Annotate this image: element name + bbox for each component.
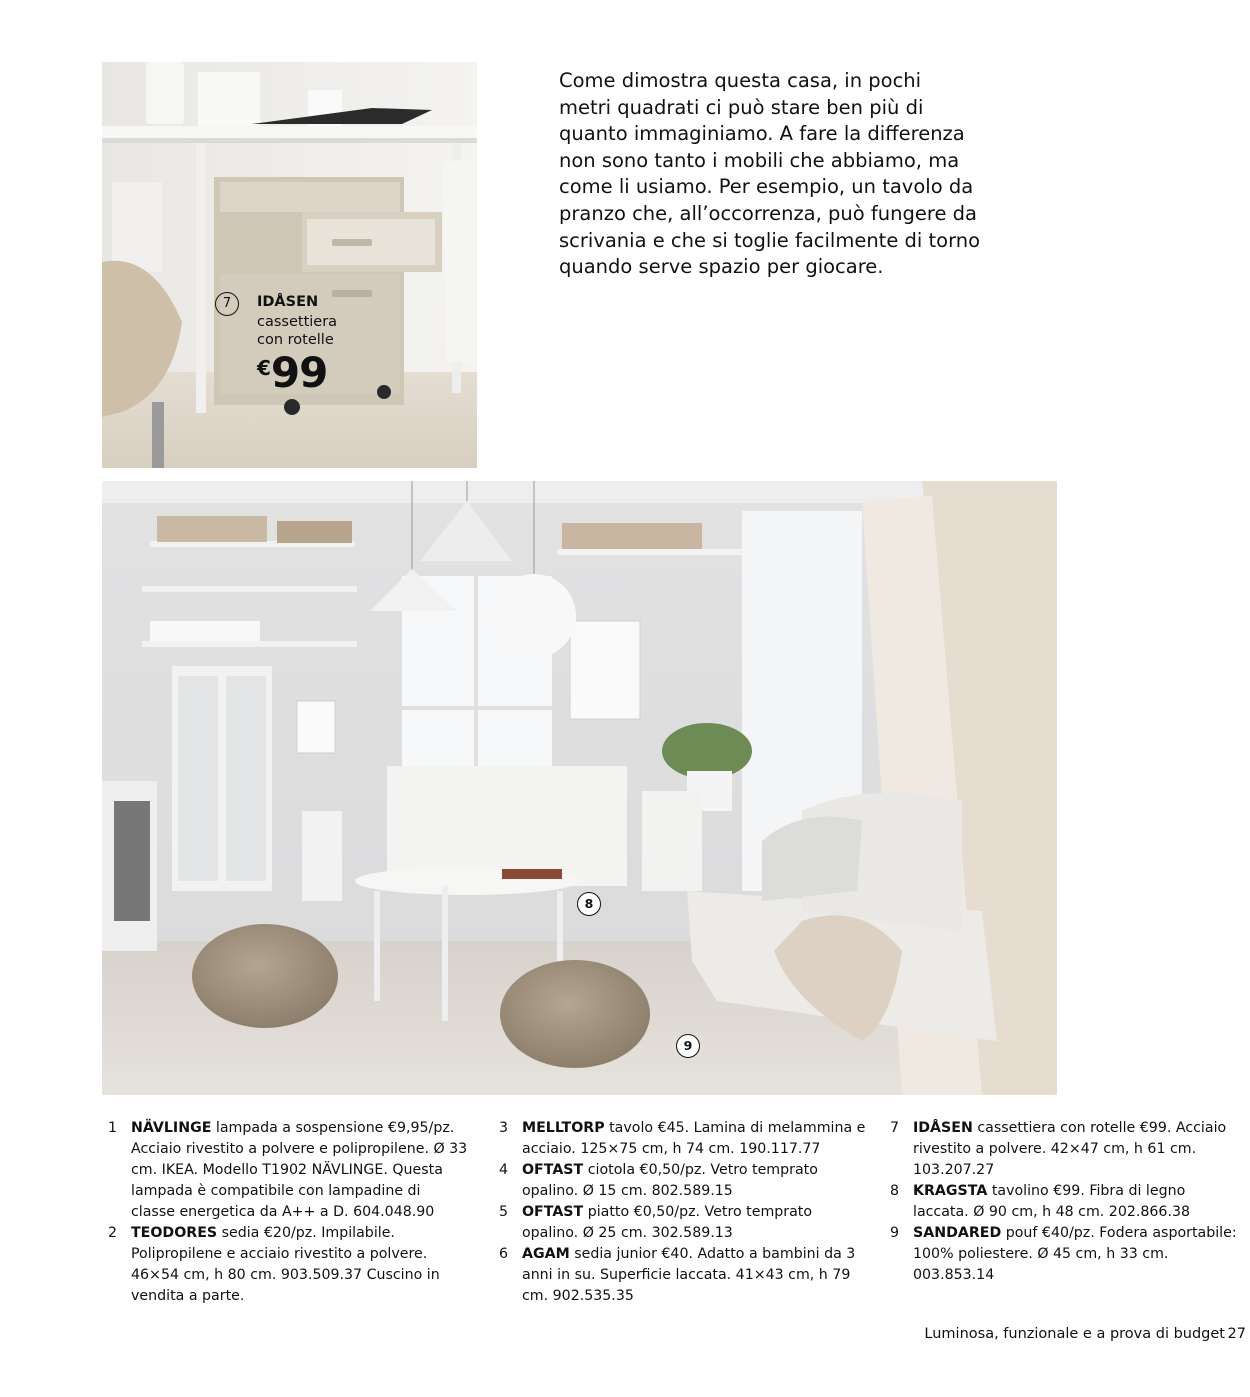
product-number-badge: 7 [215,292,239,316]
living-room-photo [102,481,1057,1095]
product-price [257,350,327,396]
intro-line: quando serve spazio per giocare. [559,255,884,279]
intro-line: quanto immaginiamo. A fare la differenza [559,122,965,146]
legend-product-name: OFTAST [522,1204,584,1220]
footer-section-title: Luminosa, funzionale e a prova di budget [924,1326,1225,1342]
product-marker-8: 8 [577,892,601,916]
legend-product-text: piatto €0,50/pz. Vetro temprato opalino. Ø 25 cm. 302.589.13 [522,1204,813,1241]
legend-product-text: ciotola €0,50/pz. Vetro temprato opalino. Ø 15 cm. 802.589.15 [522,1162,818,1199]
legend-number: 5 [499,1204,509,1220]
product-legend-column-2 [499,1118,869,1307]
legend-item [499,1202,869,1244]
intro-line: come li usiamo. Per esempio, un tavolo da [559,175,974,199]
legend-product-text: sedia junior €40. Adatto a bambini da 3 anni in su. Superficie laccata. 41×43 cm, h 79 cm. 902.535.35 [522,1246,856,1304]
product-legend-column-1 [108,1118,468,1307]
legend-product-name: KRAGSTA [913,1183,988,1199]
intro-line: scrivania e che si toglie facilmente di torno [559,228,981,252]
intro-line: non sono tanto i mobili che abbiamo, ma [559,148,960,172]
page-number: 27 [1227,1326,1246,1342]
intro-line: Come dimostra questa casa, in pochi [559,69,922,92]
legend-product-text: cassettiera con rotelle €99. Acciaio rivestito a polvere. 42×47 cm, h 61 cm. 103.207.27 [913,1120,1227,1178]
legend-product-name: AGAM [522,1246,570,1262]
legend-item [499,1118,869,1160]
legend-number: 6 [499,1246,509,1262]
legend-number: 2 [108,1225,118,1241]
legend-product-name: NÄVLINGE [131,1120,212,1136]
product-marker-9: 9 [676,1034,700,1058]
legend-number: 8 [890,1183,900,1199]
legend-product-name: SANDARED [913,1225,1002,1241]
price-currency: € [257,356,271,380]
product-legend-column-3 [890,1118,1242,1286]
legend-item [108,1118,468,1223]
legend-item [890,1118,1242,1181]
legend-product-text: sedia €20/pz. Impilabile. Polipropilene e acciaio rivestito a polvere. 46×54 cm, h 80 cm. 903.509.37 Cuscino in vendita a parte. [131,1225,440,1304]
intro-paragraph [559,68,979,281]
legend-product-name: MELLTORP [522,1120,605,1136]
drawer-cabinet-photo [102,62,477,468]
legend-item [890,1181,1242,1223]
legend-product-text: lampada a sospensione €9,95/pz. Acciaio rivestito a polvere e polipropilene. Ø 33 cm. IKEA. Modello T1902 NÄVLINGE. Questa lampada è compatibile con lampadine di classe energetica da A++ a D. 604.048.90 [131,1120,468,1220]
product-description-line: cassettiera [257,314,338,330]
legend-item [890,1223,1242,1286]
product-description-line: con rotelle [257,332,334,348]
legend-product-name: IDÅSEN [913,1120,973,1136]
intro-line: pranzo che, all’occorrenza, può fungere da [559,201,977,225]
legend-number: 9 [890,1225,900,1241]
legend-product-text: tavolino €99. Fibra di legno laccata. Ø 90 cm, h 48 cm. 202.866.38 [913,1183,1191,1220]
product-description [257,313,377,349]
legend-item [108,1223,468,1307]
legend-item [499,1160,869,1202]
price-amount: 99 [270,348,328,397]
legend-number: 7 [890,1120,900,1136]
legend-product-name: OFTAST [522,1162,584,1178]
legend-product-name: TEODORES [131,1225,218,1241]
legend-product-text: tavolo €45. Lamina di melammina e acciaio. 125×75 cm, h 74 cm. 190.117.77 [522,1120,866,1157]
intro-line: metri quadrati ci può stare ben più di [559,95,924,119]
legend-number: 3 [499,1120,509,1136]
legend-item [499,1244,869,1307]
legend-number: 1 [108,1120,118,1136]
legend-number: 4 [499,1162,509,1178]
product-name: IDÅSEN [257,294,319,310]
legend-product-text: pouf €40/pz. Fodera asportabile: 100% poliestere. Ø 45 cm, h 33 cm. 003.853.14 [913,1225,1237,1283]
